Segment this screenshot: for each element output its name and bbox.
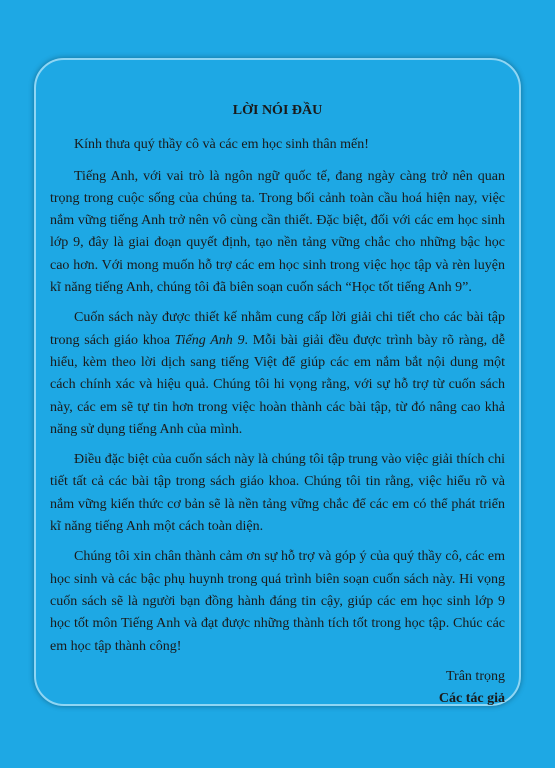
page-title: LỜI NÓI ĐẦU [232,103,323,118]
paragraph-intro: Tiếng Anh, với vai trò là ngôn ngữ quốc tế, đang ngày càng trở nên quan trọng trong cuộc sống của chúng ta. Trong bối cảnh toàn cầu hoá hiện nay, việc nắm vững tiếng Anh trở nên vô cùng cần thiết. Đặc biệt, đối với các em học sinh lớp 9, đây là giai đoạn quyết định, tạo nền tảng vững chắc cho những bậc học cao hơn. Với mong muốn hỗ trợ các em học sinh trong việc học tập và rèn luyện kĩ năng tiếng Anh, chúng tôi đã biên soạn cuốn sách “Học tốt tiếng Anh 9”. [50,168,505,296]
closing-text: Trân trọng [446,668,505,684]
greeting-text: Kính thưa quý thầy cô và các em học sinh thân mến! [74,137,369,153]
preface-content [50,100,505,710]
paragraph-focus: Điều đặc biệt của cuốn sách này là chúng tôi tập trung vào việc giải thích chi tiết tất cả các bài tập trong sách giáo khoa. Chúng tôi tin rằng, việc hiểu rõ và nắm vững kiến thức cơ bản sẽ là nền tảng vững chắc để các em có thể phát triển kĩ năng tiếng Anh một cách toàn diện. [50,452,505,535]
paragraph-book-description-end: . Mỗi bài giải đều được trình bày rõ ràng, dễ hiểu, kèm theo lời dịch sang tiếng Việt để giúp các em nắm bắt nội dung một cách chính xác và hiệu quả. Chúng tôi hi vọng rằng, với sự hỗ trợ từ cuốn sách này, các em sẽ tự tin hơn trong việc hoàn thành các bài tập, từ đó nâng cao khả năng sử dụng tiếng Anh của mình. [50,332,506,437]
paragraph-book-description [50,307,505,441]
textbook-title: Tiếng Anh 9 [174,332,245,348]
paragraph-book-description-start: Cuốn sách này được thiết kế nhằm cung cấp lời giải chi tiết cho các bài tập trong sách giáo khoa [50,310,505,348]
authors-signature: Các tác giả [438,691,505,707]
paragraph-thanks: Chúng tôi xin chân thành cảm ơn sự hỗ trợ và góp ý của quý thầy cô, các em học sinh và các bậc phụ huynh trong quá trình biên soạn cuốn sách này. Hi vọng cuốn sách sẽ là người bạn đồng hành đáng tin cậy, giúp các em học sinh lớp 9 học tốt môn Tiếng Anh và đạt được những thành tích tốt trong học tập. Chúc các em học tập thành công! [50,549,505,654]
